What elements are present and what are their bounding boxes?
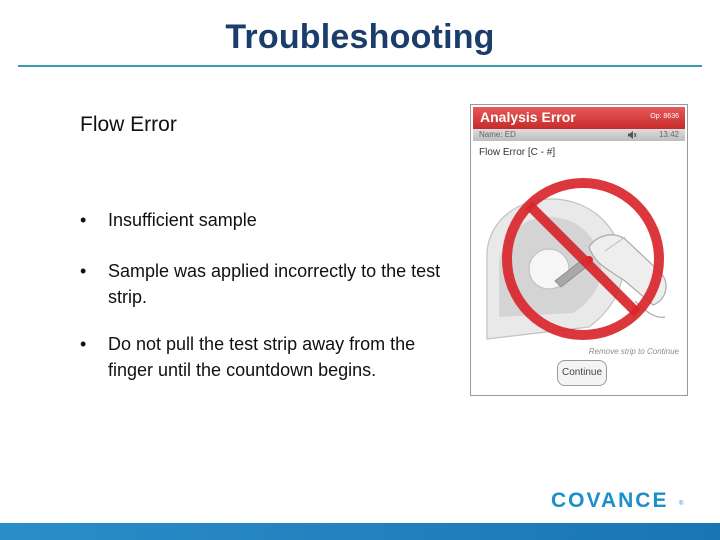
device-header-title: Analysis Error [480, 109, 576, 125]
section-heading: Flow Error [80, 113, 177, 136]
bullet-text: Do not pull the test strip away from the finger until the countdown begins. [108, 334, 416, 380]
device-operator: Op: 8636 [650, 113, 679, 120]
bullet-text: Sample was applied incorrectly to the test strip. [108, 261, 441, 307]
bullet-item [80, 258, 460, 310]
bullet-text: Insufficient sample [108, 210, 257, 230]
speaker-icon [627, 130, 637, 140]
bullet-item [80, 331, 460, 383]
title-rule [18, 65, 702, 67]
logo-text: COVANCE [551, 489, 669, 512]
bullet-dot: • [80, 261, 87, 281]
bullet-dot: • [80, 210, 87, 230]
device-subbar [473, 129, 685, 141]
device-screen-image [470, 104, 688, 396]
bullet-dot: • [80, 334, 87, 354]
slide-title: Troubleshooting [225, 18, 495, 56]
device-name: Name: ED [479, 130, 516, 139]
device-continue-button[interactable]: Continue [557, 360, 607, 386]
device-header [473, 107, 685, 129]
test-strip-illustration [485, 177, 681, 355]
device-time: 13:42 [658, 130, 679, 139]
footer-bar [0, 523, 720, 540]
covance-logo [551, 489, 686, 511]
bullet-item [80, 207, 460, 233]
logo-reg-mark: ® [679, 501, 684, 507]
device-error-code: Flow Error [C - #] [479, 147, 556, 158]
device-remove-hint: Remove strip to Continue [588, 347, 679, 356]
